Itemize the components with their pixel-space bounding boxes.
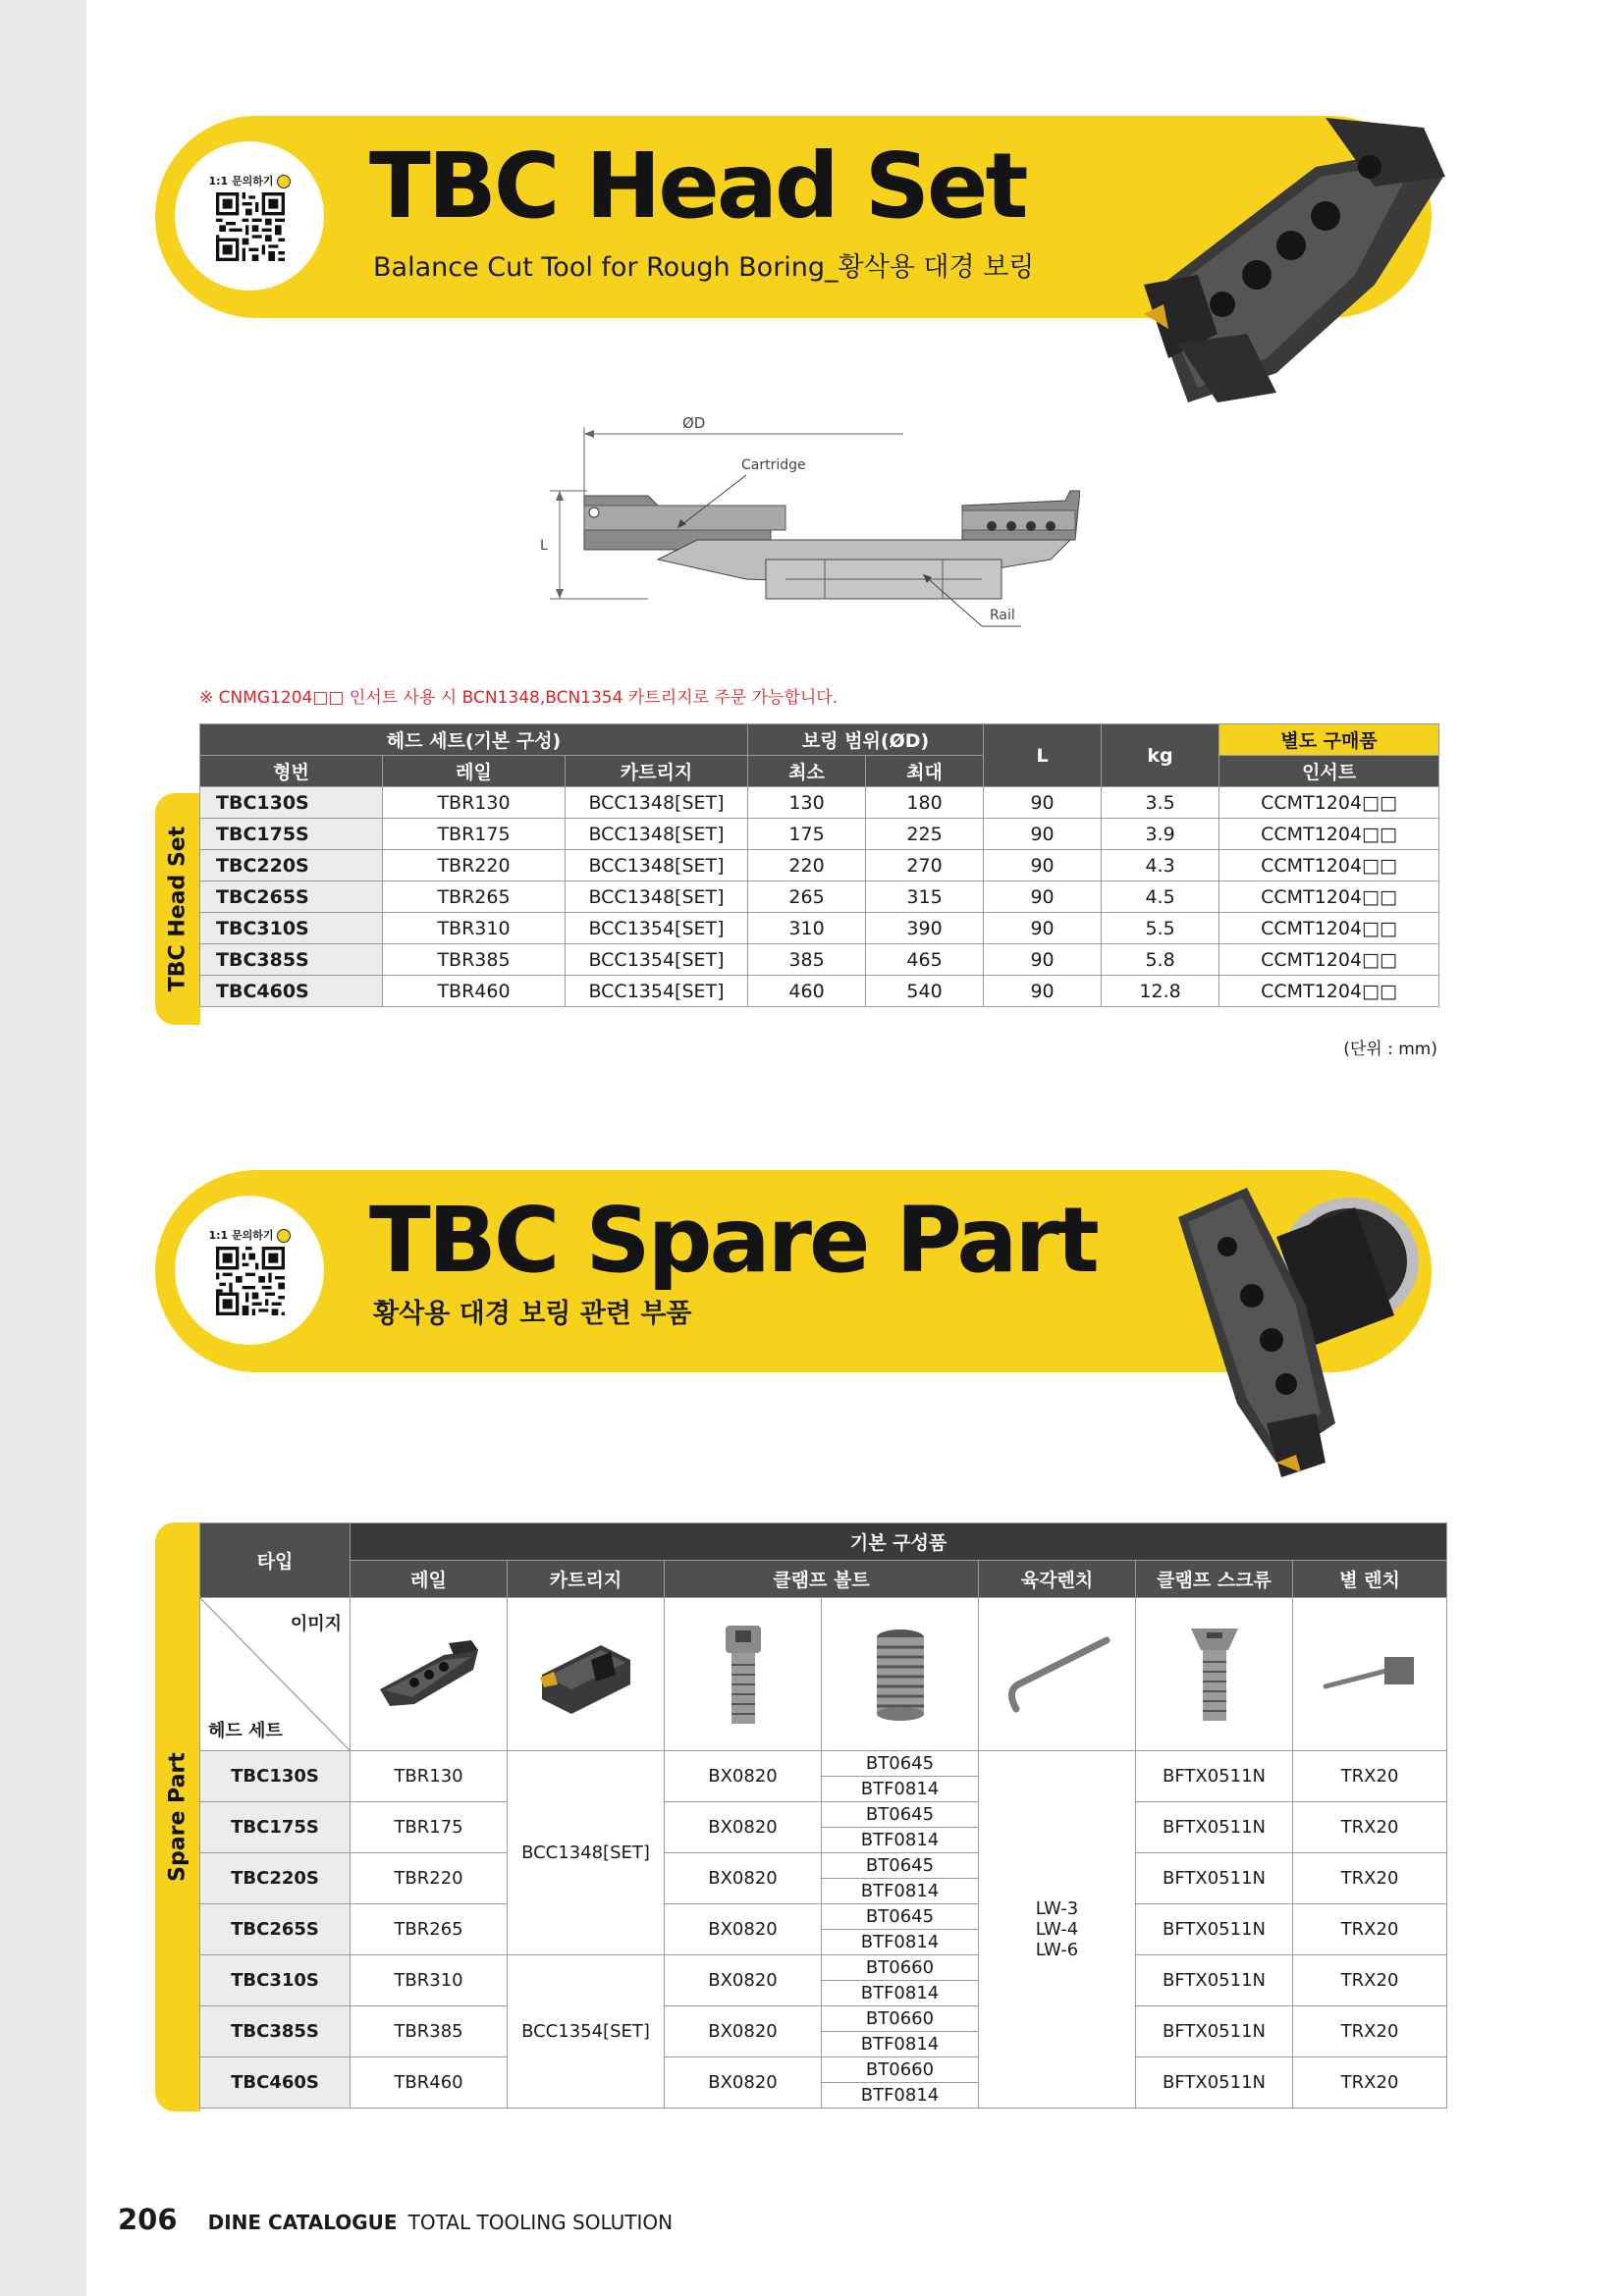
clamp-pin-cell: BTF0814	[822, 1930, 979, 1955]
min-cell: 385	[748, 944, 866, 976]
qr-label: 1:1 문의하기	[208, 175, 274, 187]
star-wrench-cell: TRX20	[1293, 1904, 1447, 1955]
cartridge-cell: BCC1354[SET]	[566, 976, 748, 1007]
table-row	[200, 881, 1439, 913]
l-cell: 90	[984, 944, 1102, 976]
star-wrench-image-cell	[1293, 1598, 1447, 1751]
clamp-bolt-image	[714, 1621, 773, 1729]
cartridge-cell: BCC1354[SET]	[508, 1955, 665, 2109]
insert-order-note: ※ CNMG1204□□ 인서트 사용 시 BCN1348,BCN1354 카트리지로 주문 가능합니다.	[199, 688, 839, 708]
model-cell: TBC175S	[200, 1802, 351, 1853]
table-row	[200, 787, 1439, 819]
table-row	[200, 2057, 1447, 2083]
clamp-bolt-image-cell	[665, 1598, 822, 1751]
l-cell: 90	[984, 850, 1102, 881]
kg-cell: 4.5	[1102, 881, 1219, 913]
kg-cell: 5.5	[1102, 913, 1219, 944]
l-cell: 90	[984, 976, 1102, 1007]
banner-subtitle: Balance Cut Tool for Rough Boring_황삭용 대경 보링	[373, 252, 1035, 283]
model-cell: TBC220S	[200, 850, 383, 881]
clamp-pin-image-cell	[822, 1598, 979, 1751]
column-header-cartridge: 카트리지	[508, 1561, 665, 1598]
kg-cell: 3.9	[1102, 819, 1219, 850]
spare-part-table	[199, 1522, 1447, 2109]
clamp-bolt-cell: BX0820	[665, 1904, 822, 1955]
clamp-screw-cell: BFTX0511N	[1136, 1802, 1293, 1853]
star-wrench-cell: TRX20	[1293, 1955, 1447, 2006]
clamp-screw-image-cell	[1136, 1598, 1293, 1751]
side-tab-label: TBC Head Set	[165, 826, 190, 992]
cartridge-cell: BCC1348[SET]	[566, 819, 748, 850]
table-row	[200, 1853, 1447, 1879]
cartridge-cell: BCC1354[SET]	[566, 913, 748, 944]
model-cell: TBC460S	[200, 2057, 351, 2109]
image-label: 이미지	[290, 1614, 342, 1634]
dimension-d-label: ØD	[682, 414, 706, 432]
column-header-rail: 레일	[351, 1561, 508, 1598]
model-cell: TBC265S	[200, 1904, 351, 1955]
insert-cell: CCMT1204□□	[1219, 819, 1439, 850]
l-cell: 90	[984, 913, 1102, 944]
kg-cell: 12.8	[1102, 976, 1219, 1007]
clamp-bolt-cell: BX0820	[665, 1955, 822, 2006]
hex-wrench-image-cell	[979, 1598, 1136, 1751]
clamp-screw-cell: BFTX0511N	[1136, 1955, 1293, 2006]
qr-label: 1:1 문의하기	[208, 1229, 274, 1242]
clamp-screw-image	[1185, 1621, 1244, 1729]
rail-cell: TBR385	[383, 944, 566, 976]
cartridge-cell: BCC1348[SET]	[566, 881, 748, 913]
star-wrench-cell: TRX20	[1293, 2057, 1447, 2109]
head-set-table	[199, 723, 1439, 1007]
l-cell: 90	[984, 881, 1102, 913]
page-title: TBC Head Set	[369, 133, 1026, 239]
clamp-screw-cell: BFTX0511N	[1136, 2057, 1293, 2109]
cartridge-callout: Cartridge	[741, 457, 806, 473]
column-header-insert: 인서트	[1219, 756, 1439, 787]
clamp-pin-cell: BTF0814	[822, 1777, 979, 1802]
hex-wrench-size: LW-6	[1035, 1940, 1079, 1960]
left-margin-strip	[0, 0, 86, 2296]
clamp-pin-cell: BT0645	[822, 1802, 979, 1828]
cartridge-cell: BCC1348[SET]	[508, 1751, 665, 1955]
insert-cell: CCMT1204□□	[1219, 787, 1439, 819]
group-basic-components: 기본 구성품	[351, 1523, 1447, 1561]
star-wrench-cell: TRX20	[1293, 1853, 1447, 1904]
clamp-screw-cell: BFTX0511N	[1136, 1751, 1293, 1802]
clamp-pin-cell: BTF0814	[822, 1981, 979, 2006]
column-header-star-wrench: 별 렌치	[1293, 1561, 1447, 1598]
footer-tagline: TOTAL TOOLING SOLUTION	[407, 2211, 674, 2234]
column-header-type: 타입	[200, 1523, 351, 1598]
model-cell: TBC175S	[200, 819, 383, 850]
clamp-pin-cell: BT0660	[822, 2006, 979, 2032]
rail-cell: TBR385	[351, 2006, 508, 2057]
head-set-dimension-diagram	[530, 412, 1080, 638]
clamp-pin-cell: BT0660	[822, 1955, 979, 1981]
hex-wrench-size: LW-3	[1035, 1898, 1079, 1919]
clamp-pin-image	[866, 1626, 935, 1724]
max-cell: 540	[866, 976, 984, 1007]
column-header-hex-wrench: 육각렌치	[979, 1561, 1136, 1598]
table-row	[200, 850, 1439, 881]
clamp-bolt-cell: BX0820	[665, 2057, 822, 2109]
group-head-set: 헤드 세트(기본 구성)	[200, 724, 748, 756]
hex-wrench-image	[999, 1630, 1116, 1719]
rail-cell: TBR460	[383, 976, 566, 1007]
rail-image	[375, 1635, 483, 1714]
clamp-pin-cell: BT0645	[822, 1904, 979, 1930]
max-cell: 225	[866, 819, 984, 850]
max-cell: 270	[866, 850, 984, 881]
rail-cell: TBR175	[383, 819, 566, 850]
chat-icon	[277, 1229, 291, 1243]
max-cell: 390	[866, 913, 984, 944]
table-row	[200, 1904, 1447, 1930]
rail-cell: TBR175	[351, 1802, 508, 1853]
spare-part-photo	[1159, 1168, 1453, 1492]
model-cell: TBC385S	[200, 944, 383, 976]
side-tab-label: Spare Part	[165, 1752, 190, 1882]
table-row	[200, 1802, 1447, 1828]
table-row	[200, 944, 1439, 976]
chat-icon	[277, 175, 291, 188]
column-header-max: 최대	[866, 756, 984, 787]
column-header-kg: kg	[1102, 724, 1219, 787]
model-cell: TBC385S	[200, 2006, 351, 2057]
insert-cell: CCMT1204□□	[1219, 913, 1439, 944]
cartridge-cell: BCC1348[SET]	[566, 850, 748, 881]
spare-part-side-tab	[155, 1522, 200, 2111]
min-cell: 460	[748, 976, 866, 1007]
clamp-screw-cell: BFTX0511N	[1136, 1904, 1293, 1955]
column-header-min: 최소	[748, 756, 866, 787]
insert-cell: CCMT1204□□	[1219, 850, 1439, 881]
model-cell: TBC130S	[200, 1751, 351, 1802]
insert-cell: CCMT1204□□	[1219, 944, 1439, 976]
head-set-label: 헤드 세트	[208, 1721, 283, 1741]
clamp-pin-cell: BTF0814	[822, 1828, 979, 1853]
head-set-photo	[1129, 108, 1453, 432]
min-cell: 130	[748, 787, 866, 819]
clamp-screw-cell: BFTX0511N	[1136, 1853, 1293, 1904]
page-number: 206	[118, 2203, 178, 2236]
clamp-bolt-cell: BX0820	[665, 1853, 822, 1904]
image-header-cell	[200, 1598, 351, 1751]
cartridge-cell: BCC1354[SET]	[566, 944, 748, 976]
unit-note: (단위 : mm)	[1343, 1040, 1437, 1059]
star-wrench-cell: TRX20	[1293, 1751, 1447, 1802]
kg-cell: 3.5	[1102, 787, 1219, 819]
rail-cell: TBR460	[351, 2057, 508, 2109]
cartridge-cell: BCC1348[SET]	[566, 787, 748, 819]
page-title: TBC Spare Part	[369, 1188, 1097, 1293]
page-footer	[118, 2203, 673, 2236]
l-cell: 90	[984, 819, 1102, 850]
cartridge-image	[532, 1630, 640, 1719]
table-row	[200, 2006, 1447, 2032]
column-header-rail: 레일	[383, 756, 566, 787]
rail-cell: TBR265	[383, 881, 566, 913]
clamp-pin-cell: BTF0814	[822, 2032, 979, 2057]
column-header-l: L	[984, 724, 1102, 787]
star-wrench-image	[1316, 1645, 1424, 1704]
model-cell: TBC220S	[200, 1853, 351, 1904]
hex-wrench-size: LW-4	[1035, 1919, 1079, 1940]
table-row	[200, 913, 1439, 944]
max-cell: 180	[866, 787, 984, 819]
clamp-bolt-cell: BX0820	[665, 1802, 822, 1853]
footer-brand: DINE CATALOGUE	[207, 2211, 398, 2234]
model-cell: TBC265S	[200, 881, 383, 913]
rail-cell: TBR220	[383, 850, 566, 881]
qr-code-icon[interactable]	[216, 1247, 285, 1315]
rail-cell: TBR265	[351, 1904, 508, 1955]
min-cell: 175	[748, 819, 866, 850]
table-row	[200, 976, 1439, 1007]
qr-card[interactable]	[175, 141, 324, 291]
rail-cell: TBR220	[351, 1853, 508, 1904]
hex-wrench-cell	[979, 1751, 1136, 2109]
clamp-pin-cell: BTF0814	[822, 1879, 979, 1904]
table-row	[200, 819, 1439, 850]
min-cell: 220	[748, 850, 866, 881]
rail-cell: TBR310	[383, 913, 566, 944]
dimension-l-label: L	[540, 538, 548, 554]
group-extra-purchase: 별도 구매품	[1219, 724, 1439, 756]
kg-cell: 4.3	[1102, 850, 1219, 881]
insert-cell: CCMT1204□□	[1219, 881, 1439, 913]
rail-cell: TBR310	[351, 1955, 508, 2006]
clamp-pin-cell: BT0645	[822, 1751, 979, 1777]
column-header-cartridge: 카트리지	[566, 756, 748, 787]
cartridge-image-cell	[508, 1598, 665, 1751]
clamp-bolt-cell: BX0820	[665, 2006, 822, 2057]
head-set-side-tab	[155, 793, 200, 1025]
clamp-pin-cell: BT0645	[822, 1853, 979, 1879]
clamp-screw-cell: BFTX0511N	[1136, 2006, 1293, 2057]
group-boring-range: 보링 범위(ØD)	[748, 724, 984, 756]
column-header-model: 형번	[200, 756, 383, 787]
max-cell: 465	[866, 944, 984, 976]
l-cell: 90	[984, 787, 1102, 819]
column-header-clamp-bolt: 클램프 볼트	[665, 1561, 979, 1598]
model-cell: TBC310S	[200, 1955, 351, 2006]
max-cell: 315	[866, 881, 984, 913]
kg-cell: 5.8	[1102, 944, 1219, 976]
rail-callout: Rail	[990, 608, 1015, 623]
table-row	[200, 1751, 1447, 1777]
rail-cell: TBR130	[351, 1751, 508, 1802]
clamp-bolt-cell: BX0820	[665, 1751, 822, 1802]
min-cell: 310	[748, 913, 866, 944]
insert-cell: CCMT1204□□	[1219, 976, 1439, 1007]
model-cell: TBC460S	[200, 976, 383, 1007]
image-row	[200, 1598, 1447, 1751]
clamp-pin-cell: BTF0814	[822, 2083, 979, 2109]
rail-cell: TBR130	[383, 787, 566, 819]
model-cell: TBC130S	[200, 787, 383, 819]
min-cell: 265	[748, 881, 866, 913]
rail-image-cell	[351, 1598, 508, 1751]
star-wrench-cell: TRX20	[1293, 1802, 1447, 1853]
column-header-clamp-screw: 클램프 스크류	[1136, 1561, 1293, 1598]
table-row	[200, 1955, 1447, 1981]
qr-code-icon[interactable]	[216, 192, 285, 261]
clamp-pin-cell: BT0660	[822, 2057, 979, 2083]
banner-subtitle: 황삭용 대경 보링 관련 부품	[373, 1299, 692, 1329]
qr-card[interactable]	[175, 1196, 324, 1345]
star-wrench-cell: TRX20	[1293, 2006, 1447, 2057]
model-cell: TBC310S	[200, 913, 383, 944]
